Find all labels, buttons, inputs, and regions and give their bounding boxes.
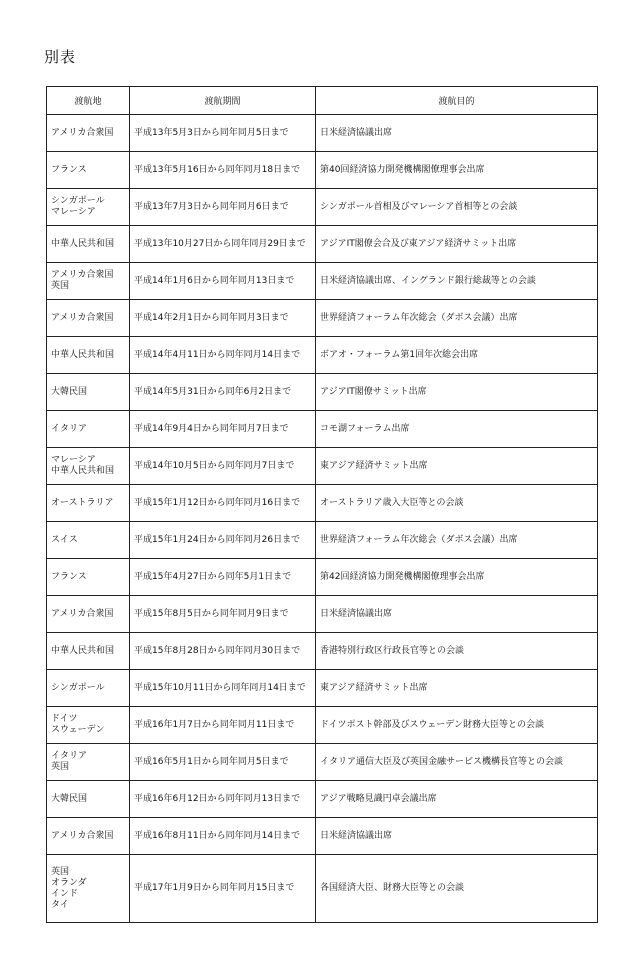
destination-cell bbox=[47, 374, 130, 411]
table-row bbox=[47, 707, 598, 744]
destination-country: シンガポール bbox=[51, 196, 105, 206]
table-row bbox=[47, 559, 598, 596]
table-row bbox=[47, 633, 598, 670]
destination-cell bbox=[47, 781, 130, 818]
period-cell: 平成13年5月3日から同年同月5日まで bbox=[130, 115, 316, 152]
destination-country: 英国 bbox=[51, 866, 70, 877]
period-cell: 平成15年4月27日から同年5月1日まで bbox=[130, 559, 316, 596]
destination-country: タイ bbox=[51, 899, 69, 910]
period-cell: 平成16年1月7日から同年同月11日まで bbox=[130, 707, 316, 744]
destination-cell bbox=[47, 448, 130, 485]
destination-country: マレーシア bbox=[51, 455, 96, 465]
table-row bbox=[47, 744, 598, 781]
destination-country: ドイツ bbox=[51, 714, 78, 724]
period-cell: 平成15年8月5日から同年同月9日まで bbox=[130, 596, 316, 633]
purpose-cell: イタリア通信大臣及び英国金融サービス機構長官等との会談 bbox=[316, 744, 598, 781]
table-row bbox=[47, 485, 598, 522]
purpose-cell: オーストラリア歳入大臣等との会談 bbox=[316, 485, 598, 522]
destination-country: スイス bbox=[51, 534, 78, 545]
destination-cell bbox=[47, 411, 130, 448]
destination-cell bbox=[47, 559, 130, 596]
destination-country: イタリア bbox=[51, 423, 88, 434]
period-cell: 平成13年7月3日から同年同月6日まで bbox=[130, 189, 316, 226]
destination-country: アメリカ合衆国 bbox=[51, 830, 114, 841]
destination-country: 中華人民共和国 bbox=[51, 645, 115, 656]
period-cell: 平成13年10月27日から同年同月29日まで bbox=[130, 226, 316, 263]
purpose-cell: ドイツポスト幹部及びスウェーデン財務大臣等との会談 bbox=[316, 707, 598, 744]
purpose-cell: 世界経済フォーラム年次総会（ダボス会議）出席 bbox=[316, 522, 598, 559]
destination-cell bbox=[47, 115, 130, 152]
purpose-cell: アジアIT閣僚サミット出席 bbox=[316, 374, 598, 411]
purpose-cell: 香港特別行政区行政長官等との会談 bbox=[316, 633, 598, 670]
period-cell: 平成14年9月4日から同年同月7日まで bbox=[130, 411, 316, 448]
purpose-cell: 日米経済協議出席、イングランド銀行総裁等との会談 bbox=[316, 263, 598, 300]
purpose-cell: コモ湖フォーラム出席 bbox=[316, 411, 598, 448]
purpose-cell: 各国経済大臣、財務大臣等との会談 bbox=[316, 855, 598, 923]
destination-country: オーストラリア bbox=[51, 497, 114, 508]
destination-country: アメリカ合衆国 bbox=[51, 270, 114, 280]
destination-country: 英国 bbox=[51, 762, 70, 772]
destination-cell bbox=[47, 744, 130, 781]
destination-cell bbox=[47, 522, 130, 559]
purpose-cell: 日米経済協議出席 bbox=[316, 596, 598, 633]
destination-cell bbox=[47, 263, 130, 300]
table-row bbox=[47, 448, 598, 485]
period-cell: 平成16年5月1日から同年同月5日まで bbox=[130, 744, 316, 781]
table-body bbox=[47, 115, 598, 923]
purpose-cell: 第42回経済協力開発機構閣僚理事会出席 bbox=[316, 559, 598, 596]
purpose-cell: 世界経済フォーラム年次総会（ダボス会議）出席 bbox=[316, 300, 598, 337]
purpose-cell: アジア戦略見識円卓会議出席 bbox=[316, 781, 598, 818]
table-row bbox=[47, 818, 598, 855]
column-header-period: 渡航期間 bbox=[130, 87, 316, 115]
destination-country: フランス bbox=[51, 164, 87, 175]
destination-country: 大韓民国 bbox=[51, 793, 88, 804]
period-cell: 平成13年5月16日から同年同月18日まで bbox=[130, 152, 316, 189]
table-row bbox=[47, 226, 598, 263]
destination-cell bbox=[47, 707, 130, 744]
table-row bbox=[47, 337, 598, 374]
destination-cell bbox=[47, 226, 130, 263]
destination-cell bbox=[47, 485, 130, 522]
destination-country: スウェーデン bbox=[51, 725, 105, 735]
destination-cell bbox=[47, 189, 130, 226]
destination-country: 大韓民国 bbox=[51, 386, 88, 397]
table-row bbox=[47, 374, 598, 411]
period-cell: 平成15年1月24日から同年同月26日まで bbox=[130, 522, 316, 559]
destination-cell bbox=[47, 670, 130, 707]
column-header-destination: 渡航地 bbox=[47, 87, 130, 115]
table-row bbox=[47, 189, 598, 226]
purpose-cell: 日米経済協議出席 bbox=[316, 115, 598, 152]
period-cell: 平成14年5月31日から同年6月2日まで bbox=[130, 374, 316, 411]
destination-cell bbox=[47, 300, 130, 337]
period-cell: 平成14年10月5日から同年同月7日まで bbox=[130, 448, 316, 485]
destination-cell bbox=[47, 337, 130, 374]
destination-country: 英国 bbox=[51, 281, 70, 291]
period-cell: 平成15年1月12日から同年同月16日まで bbox=[130, 485, 316, 522]
period-cell: 平成14年4月11日から同年同月14日まで bbox=[130, 337, 316, 374]
table-row bbox=[47, 855, 598, 923]
period-cell: 平成15年8月28日から同年同月30日まで bbox=[130, 633, 316, 670]
purpose-cell: 第40回経済協力開発機構閣僚理事会出席 bbox=[316, 152, 598, 189]
table-row bbox=[47, 522, 598, 559]
destination-cell bbox=[47, 633, 130, 670]
table-row bbox=[47, 670, 598, 707]
destination-country: イタリア bbox=[51, 751, 88, 761]
destination-country: 中華人民共和国 bbox=[51, 238, 115, 249]
page-title: 別表 bbox=[44, 48, 77, 66]
destination-country: マレーシア bbox=[51, 207, 96, 217]
destination-country: オランダ bbox=[51, 877, 87, 888]
table-row bbox=[47, 263, 598, 300]
table-row bbox=[47, 115, 598, 152]
period-cell: 平成14年2月1日から同年同月3日まで bbox=[130, 300, 316, 337]
period-cell: 平成16年8月11日から同年同月14日まで bbox=[130, 818, 316, 855]
purpose-cell: 東アジア経済サミット出席 bbox=[316, 448, 598, 485]
destination-cell bbox=[47, 855, 130, 923]
destination-cell bbox=[47, 152, 130, 189]
destination-country: アメリカ合衆国 bbox=[51, 608, 114, 619]
travel-schedule-table bbox=[46, 86, 598, 923]
table-row bbox=[47, 411, 598, 448]
purpose-cell: 日米経済協議出席 bbox=[316, 818, 598, 855]
destination-country: アメリカ合衆国 bbox=[51, 312, 114, 323]
destination-country: 中華人民共和国 bbox=[51, 349, 115, 360]
destination-country: インド bbox=[51, 888, 79, 899]
period-cell: 平成17年1月9日から同年同月15日まで bbox=[130, 855, 316, 923]
destination-country: アメリカ合衆国 bbox=[51, 127, 114, 138]
table-header-row bbox=[47, 87, 598, 115]
purpose-cell: シンガポール首相及びマレーシア首相等との会談 bbox=[316, 189, 598, 226]
destination-country: シンガポール bbox=[51, 682, 105, 693]
column-header-purpose: 渡航目的 bbox=[316, 87, 598, 115]
period-cell: 平成16年6月12日から同年同月13日まで bbox=[130, 781, 316, 818]
purpose-cell: 東アジア経済サミット出席 bbox=[316, 670, 598, 707]
table-row bbox=[47, 152, 598, 189]
table-row bbox=[47, 596, 598, 633]
period-cell: 平成15年10月11日から同年同月14日まで bbox=[130, 670, 316, 707]
destination-country: 中華人民共和国 bbox=[51, 466, 115, 476]
period-cell: 平成14年1月6日から同年同月13日まで bbox=[130, 263, 316, 300]
table-row bbox=[47, 781, 598, 818]
destination-cell bbox=[47, 818, 130, 855]
purpose-cell: アジアIT閣僚会合及び東アジア経済サミット出席 bbox=[316, 226, 598, 263]
purpose-cell: ボアオ・フォーラム第1回年次総会出席 bbox=[316, 337, 598, 374]
destination-cell bbox=[47, 596, 130, 633]
table-row bbox=[47, 300, 598, 337]
destination-country: フランス bbox=[51, 571, 87, 582]
